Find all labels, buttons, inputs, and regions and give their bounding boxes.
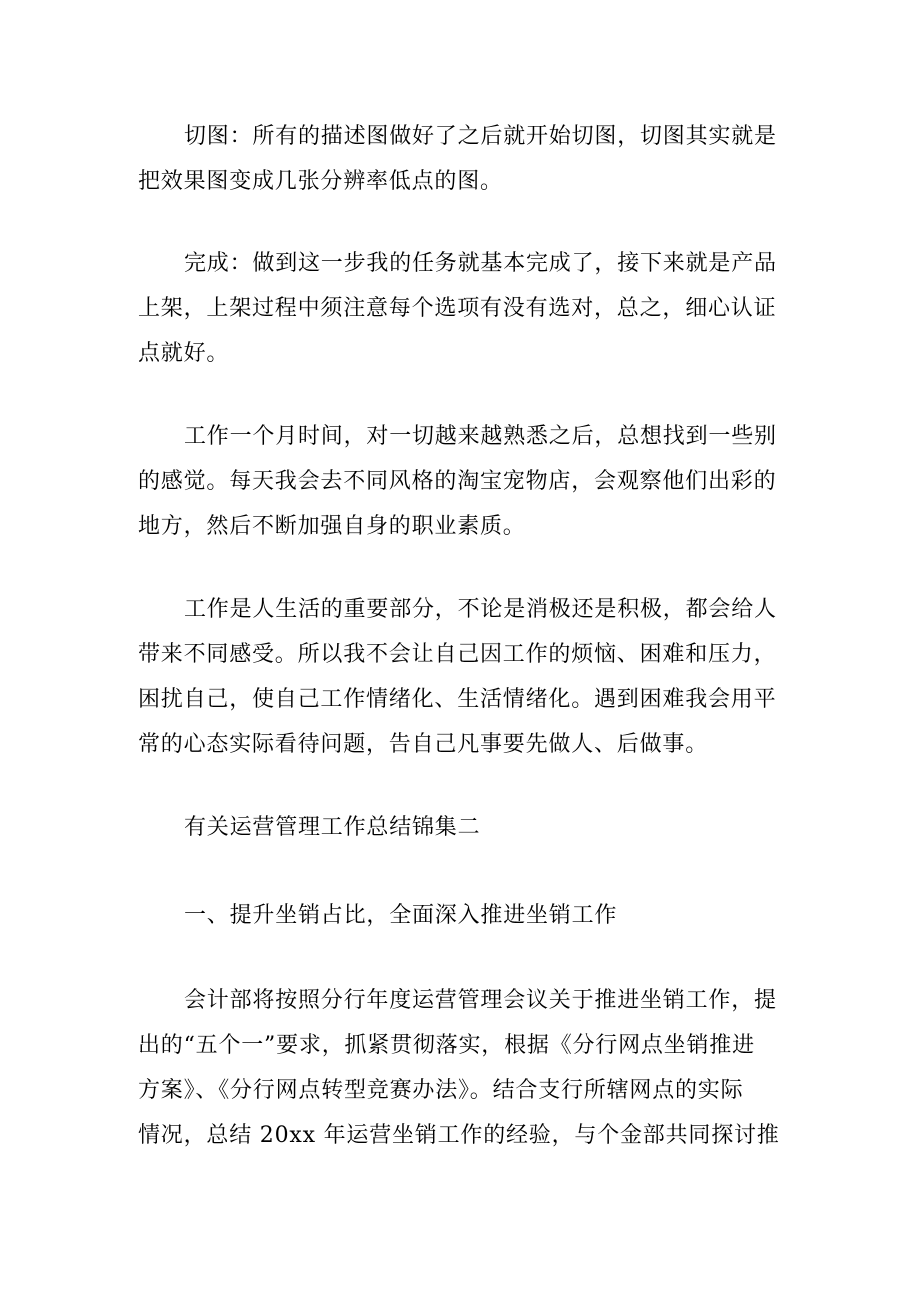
text-line: 的感觉。每天我会去不同风格的淘宝宠物店，会观察他们出彩的 [138, 469, 777, 494]
text-line: 上架，上架过程中须注意每个选项有没有选对，总之，细心认证 [138, 296, 777, 321]
text-line: 会计部将按照分行年度运营管理会议关于推进坐销工作，提 [184, 988, 777, 1013]
text-line: 方案》、《分行网点转型竞赛办法》。结合支行所辖网点的实际 [138, 1078, 744, 1103]
text-line: 工作一个月时间，对一切越来越熟悉之后，总想找到一些别 [184, 424, 777, 449]
paragraph-first-month [138, 414, 786, 549]
heading-text: 有关运营管理工作总结锦集二 [184, 815, 481, 840]
paragraph-accounting-department [138, 978, 786, 1158]
text-line: 常的心态实际看待问题，告自己凡事要先做人、后做事。 [138, 732, 709, 757]
text-line: 出的“五个一”要求，抓紧贯彻落实，根据《分行网点坐销推进 [138, 1033, 755, 1058]
text-line: 把效果图变成几张分辨率低点的图。 [138, 169, 503, 194]
heading-text: 一、提升坐销占比，全面深入推进坐销工作 [184, 903, 618, 928]
text-line: 切图：所有的描述图做好了之后就开始切图，切图其实就是 [184, 124, 777, 149]
text-line: 完成：做到这一步我的任务就基本完成了，接下来就是产品 [184, 251, 777, 276]
text-line: 工作是人生活的重要部分，不论是消极还是积极，都会给人 [184, 597, 777, 622]
text-line: 情况，总结 20xx 年运营坐销工作的经验，与个金部共同探讨推 [138, 1123, 780, 1148]
paragraph-work-attitude [138, 587, 786, 767]
text-line: 点就好。 [138, 341, 230, 366]
text-line: 困扰自己，使自己工作情绪化、生活情绪化。遇到困难我会用平 [138, 687, 777, 712]
text-line: 地方，然后不断加强自身的职业素质。 [138, 514, 526, 539]
section-heading-collection-two [138, 805, 786, 850]
paragraph-cut-image [138, 114, 786, 204]
text-line: 带来不同感受。所以我不会让自己因工作的烦恼、困难和压力， [138, 642, 777, 667]
section-heading-one [138, 893, 786, 938]
paragraph-finish [138, 241, 786, 376]
